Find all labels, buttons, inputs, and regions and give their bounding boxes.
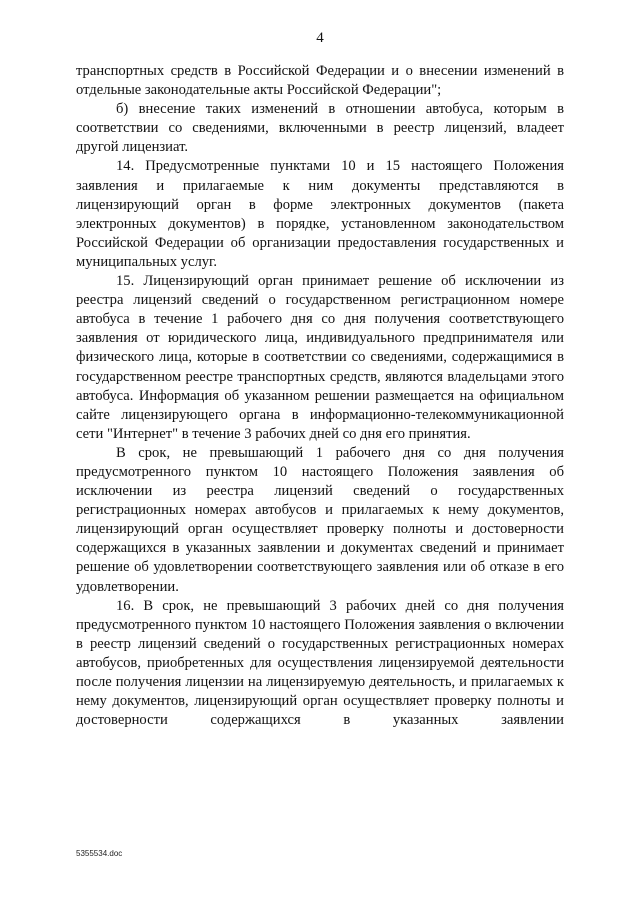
- document-file-code: 5355534.doc: [76, 849, 123, 858]
- page-number: 4: [316, 30, 324, 46]
- paragraph-subitem-b: б) внесение таких изменений в отношении автобуса, которым в соответствии со сведениями, включенными в реестр лицензий, владеет другой лицензиат.: [76, 101, 564, 156]
- paragraph-item-15: 15. Лицензирующий орган принимает решение об исключении из реестра лицензий сведений о государственном регистрационном номере автобуса в течение 1 рабочего дня со дня получения соответствующего заявления от юридического лица, индивидуального предпринимателя или физического лица, которые в соответствии со сведениями, содержащимися в государственном реестре транспортных средств, являются владельцами этого автобуса. Информация об указанном решении размещается на официальном сайте лицензирующего органа в информационно-телекоммуникационной сети "Интернет" в течение 3 рабочих дней со дня его принятия.: [76, 273, 564, 442]
- document-body: [76, 62, 564, 730]
- paragraph-item-16: 16. В срок, не превышающий 3 рабочих дней со дня получения предусмотренного пунктом 10 настоящего Положения заявления о включении в реестр лицензий сведений о государственных регистрационных номерах автобусов, приобретенных для осуществления лицензируемой деятельности после получения лицензии на лицензируемую деятельность, и прилагаемых к нему документов, лицензирующий орган осуществляет проверку полноты и достоверности содержащихся в указанных заявлении: [76, 597, 564, 729]
- paragraph-item-15-deadline: В срок, не превышающий 1 рабочего дня со дня получения предусмотренного пунктом 10 настоящего Положения заявления об исключении из реестра лицензий сведений о государственных регистрационных номерах автобусов и прилагаемых к нему документов, лицензирующий орган осуществляет проверку полноты и достоверности содержащихся в указанных заявлении и документах сведений и принимает решение об удовлетворении соответствующего заявления или об отказе в его удовлетворении.: [76, 444, 564, 595]
- paragraph-continuation: транспортных средств в Российской Федерации и о внесении изменений в отдельные законодательные акты Российской Федерации";: [76, 63, 564, 99]
- paragraph-item-14: 14. Предусмотренные пунктами 10 и 15 настоящего Положения заявления и прилагаемые к ним документы представляются в лицензирующий орган в форме электронных документов (пакета электронных документов) в порядке, установленном законодательством Российской Федерации об организации предоставления государственных и муниципальных услуг.: [76, 158, 564, 270]
